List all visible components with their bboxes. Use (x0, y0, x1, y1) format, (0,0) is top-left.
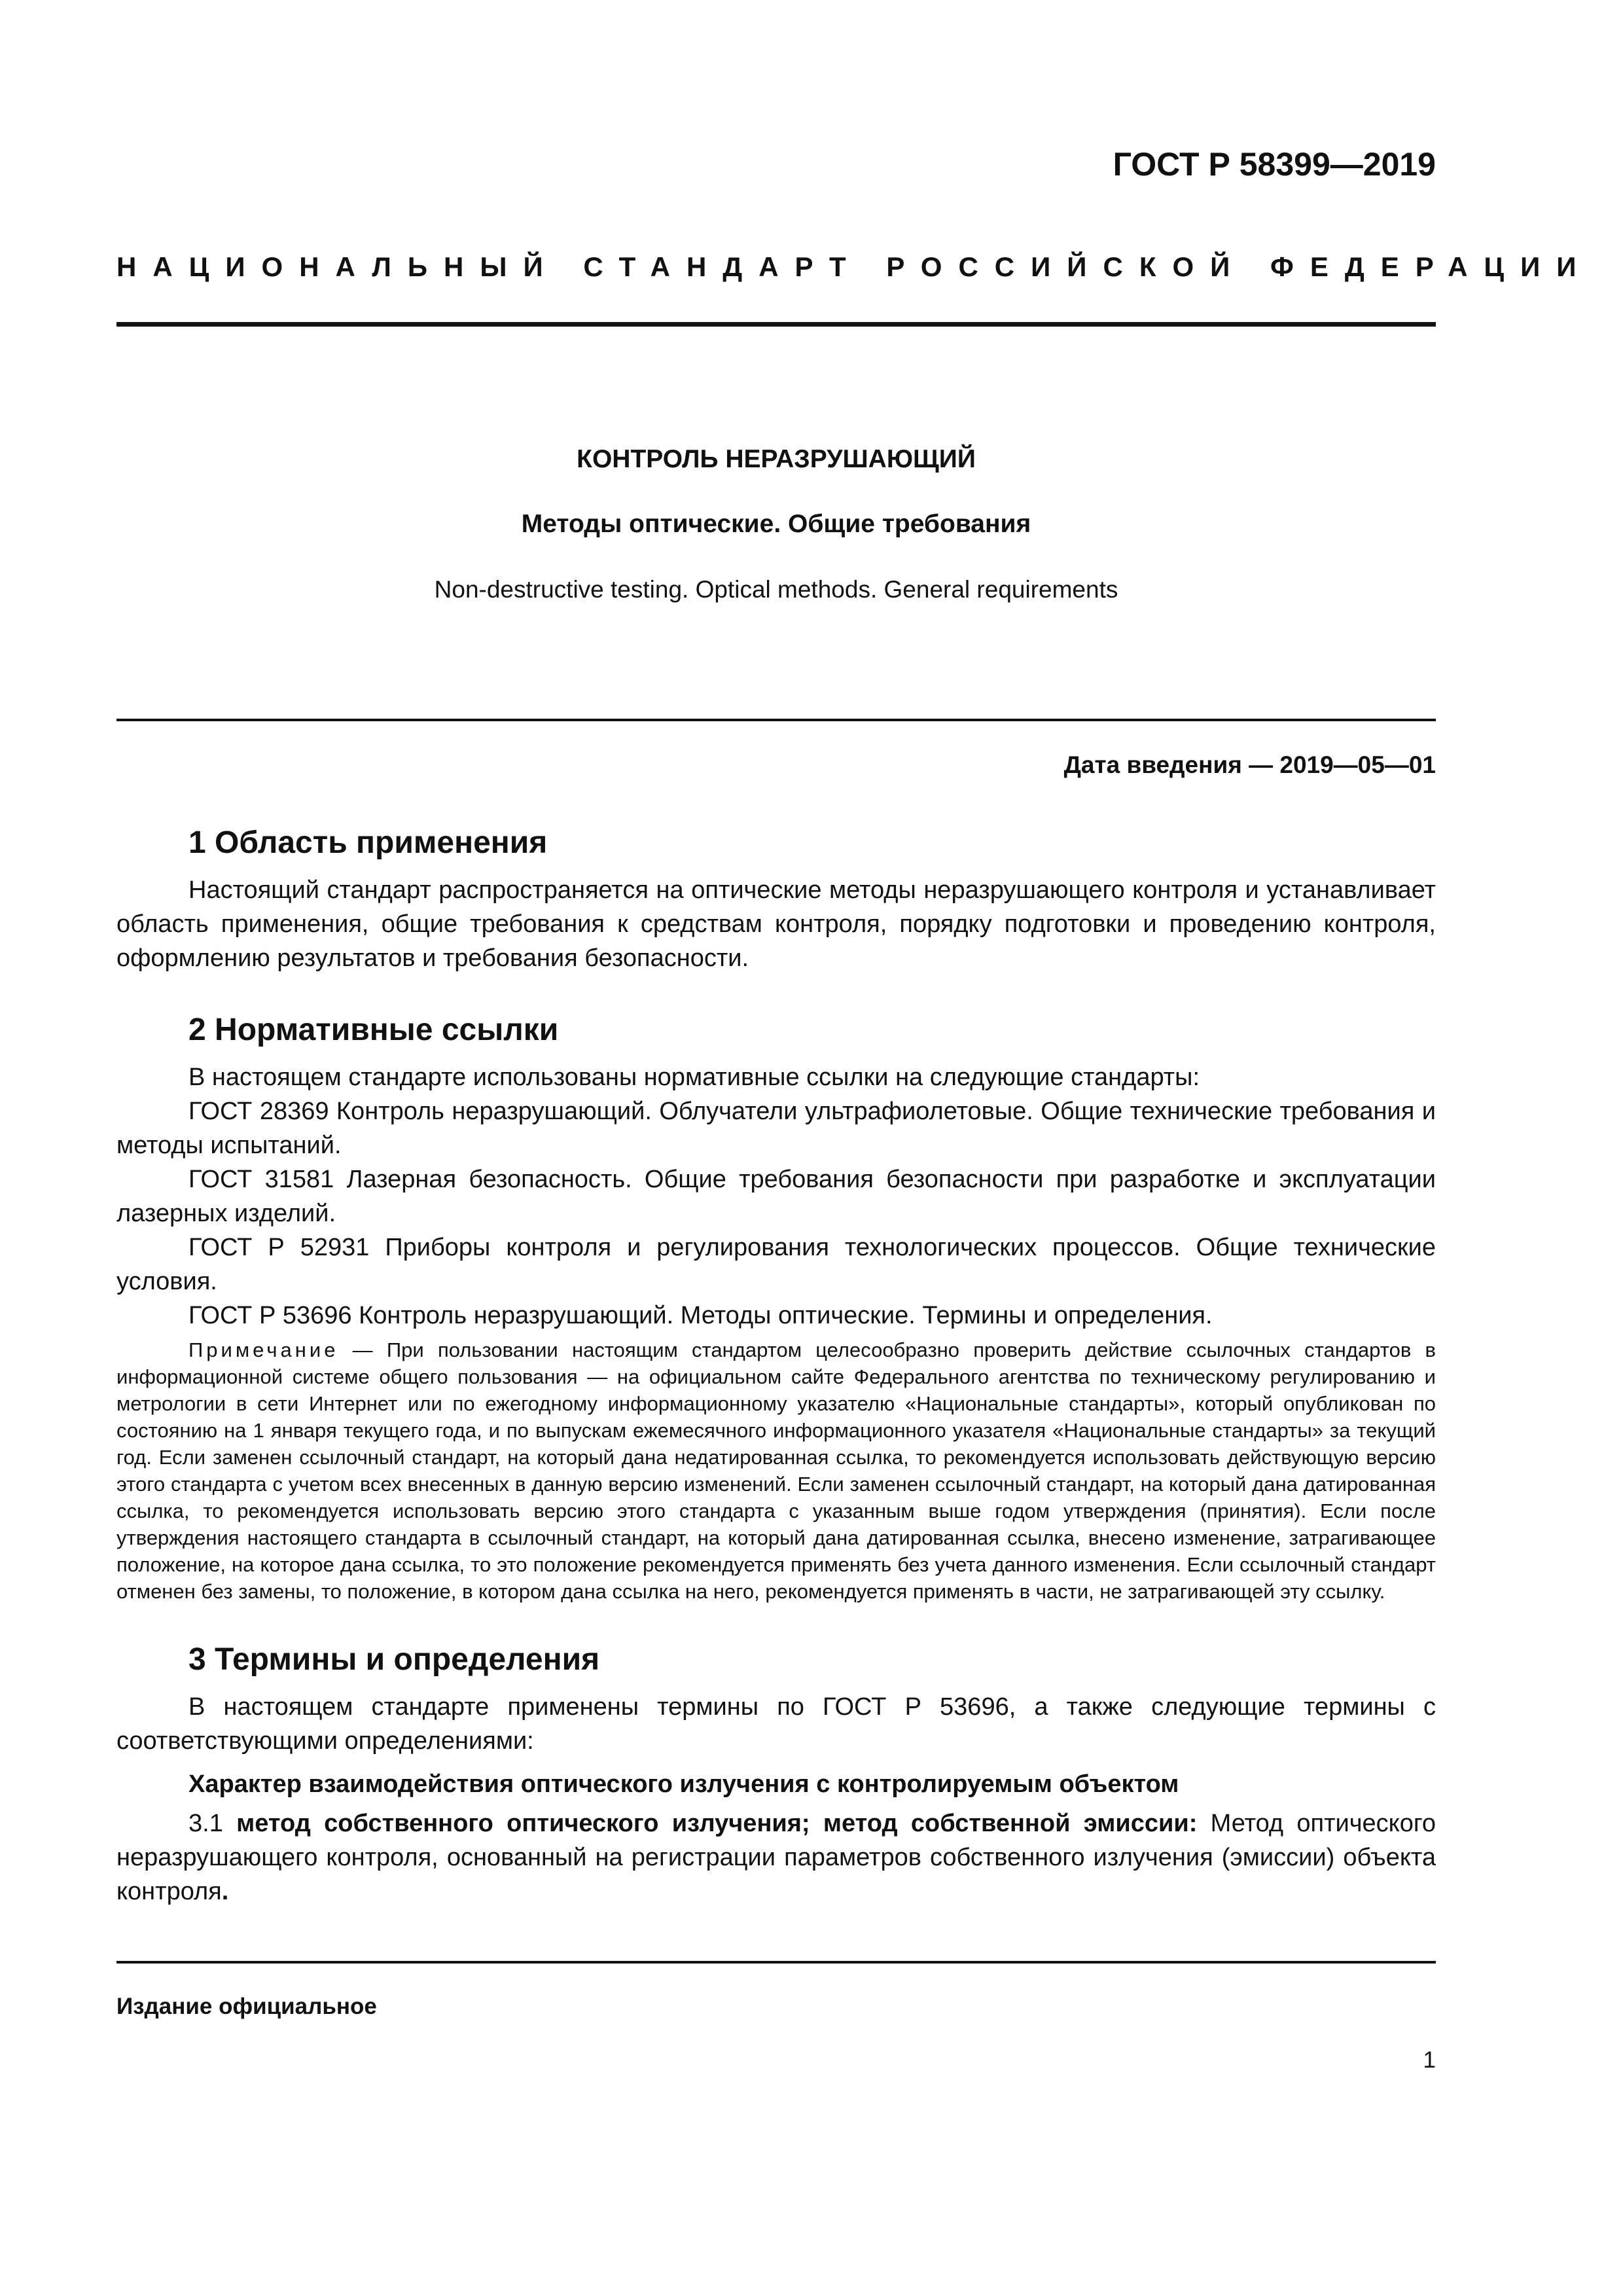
section-3-heading: 3 Термины и определения (188, 1642, 600, 1677)
term-period: . (221, 1878, 229, 1905)
term-name: метод собственного оптического излучения; метод собственной эмиссии: (236, 1810, 1198, 1837)
reference-item: ГОСТ Р 53696 Контроль неразрушающий. Методы оптические. Термины и определения. (188, 1302, 1213, 1329)
national-standard-banner: НАЦИОНАЛЬНЫЙ СТАНДАРТ РОССИЙСКОЙ ФЕДЕРАЦИИ (116, 251, 1593, 282)
section-2-heading: 2 Нормативные ссылки (188, 1013, 559, 1047)
term-definition: Метод оптического неразрушающего контроля, основанный на регистрации параметров собственного излучения (эмиссии) объекта контроля (116, 1810, 1436, 1905)
document-subtitle: Методы оптические. Общие требования (521, 510, 1031, 538)
reference-item: ГОСТ 28369 Контроль неразрушающий. Облучатели ультрафиолетовые. Общие технические требования и методы испытаний. (116, 1098, 1436, 1159)
section-3-intro: В настоящем стандарте применены термины по ГОСТ Р 53696, а также следующие термины с соответствующими определениями: (116, 1693, 1436, 1755)
document-title-english: Non-destructive testing. Optical methods. General requirements (434, 576, 1118, 603)
footer-rule (116, 1961, 1436, 1964)
standard-number: ГОСТ Р 58399—2019 (1113, 146, 1436, 183)
section-1-heading: 1 Область применения (188, 825, 548, 860)
terms-subheading: Характер взаимодействия оптического излучения с контролируемым объектом (188, 1770, 1179, 1798)
reference-item: ГОСТ 31581 Лазерная безопасность. Общие требования безопасности при разработке и эксплуатации лазерных изделий. (116, 1166, 1436, 1227)
term-number: 3.1 (188, 1810, 237, 1837)
reference-item: ГОСТ Р 52931 Приборы контроля и регулирования технологических процессов. Общие технические условия. (116, 1234, 1436, 1295)
section-1-text: Настоящий стандарт распространяется на оптические методы неразрушающего контроля и устанавливает область применения, общие требования к средствам контроля, порядку подготовки и проведению контроля, оформлению результатов и требования безопасности. (116, 876, 1436, 972)
note-text: — При пользовании настоящим стандартом целесообразно проверить действие ссылочных стандартов в информационной системе общего пользования — на официальном сайте Федерального агентства по техническому регулированию и метрологии в сети Интернет или по ежегодному информационному указателю «Национальные стандарты», который опубликован по состоянию на 1 января текущего года, и по выпускам ежемесячного информационного указателя «Национальные стандарты» за текущий год. Если заменен ссылочный стандарт, на который дана недатированная ссылка, то рекомендуется использовать действующую версию этого стандарта с учетом всех внесенных в данную версию изменений. Если заменен ссылочный стандарт, на который дана датированная ссылка, то рекомендуется использовать версию этого стандарта с указанным выше годом утверждения (принятия). Если после утверждения настоящего стандарта в ссылочный стандарт, на который дана датированная ссылка, внесено изменение, затрагивающее положение, на которое дана ссылка, то это положение рекомендуется применять без учета данного изменения. Если ссылочный стандарт отменен без замены, то положение, в котором дана ссылка на него, рекомендуется применять в части, не затрагивающей эту ссылку. (116, 1338, 1436, 1603)
term-3-1 (116, 1806, 1436, 1909)
edition-label: Издание официальное (116, 1994, 377, 2019)
spacer (116, 975, 1436, 1011)
page-number: 1 (1423, 2047, 1436, 2073)
document-body (116, 823, 1436, 1909)
document-title: КОНТРОЛЬ НЕРАЗРУШАЮЩИЙ (577, 445, 976, 473)
section-2-intro: В настоящем стандарте использованы нормативные ссылки на следующие стандарты: (188, 1064, 1200, 1091)
header-rule (116, 322, 1436, 327)
reference-note (116, 1336, 1436, 1605)
document-page (116, 0, 1593, 2296)
title-rule (116, 719, 1436, 721)
spacer (116, 1605, 1436, 1640)
note-label: Примечание (188, 1338, 339, 1361)
introduction-date: Дата введения — 2019—05—01 (1063, 751, 1436, 778)
